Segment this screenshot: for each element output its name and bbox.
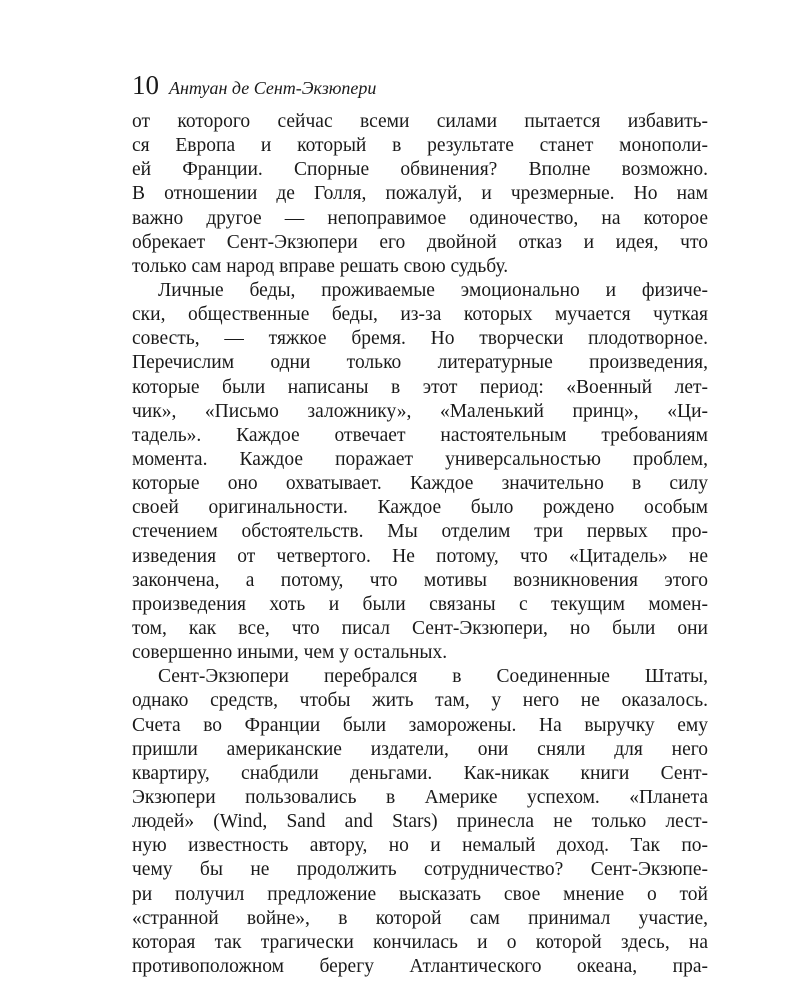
text-line: Сент-Экзюпери перебрался в Соединенные Штаты, <box>158 666 708 688</box>
text-line: изведения от четвертого. Не потому, что «Цитадель» не <box>132 545 708 567</box>
text-line: Экзюпери пользовались в Америке успехом. «Планета <box>132 786 708 808</box>
text-line: которые оно охватывает. Каждое значительно в силу <box>132 473 708 495</box>
text-line: квартиру, снабдили деньгами. Как-никак книги Сент- <box>132 762 708 784</box>
text-line: пришли американские издатели, они сняли для него <box>132 738 708 760</box>
text-line: от которого сейчас всеми силами пытается избавить- <box>132 111 708 132</box>
text-line: своей оригинальности. Каждое было рождено особым <box>132 497 708 519</box>
body-text <box>132 110 708 979</box>
text-line: только сам народ вправе решать свою судьбу. <box>132 255 509 277</box>
text-line: которые были написаны в этот период: «Военный лет- <box>132 376 708 398</box>
text-line: В отношении де Голля, пожалуй, и чрезмерные. Но нам <box>132 183 708 205</box>
text-line: которая так трагически кончилась и о которой здесь, на <box>132 931 708 953</box>
paragraph-1 <box>132 110 708 279</box>
text-line: Перечислим одни только литературные произведения, <box>132 352 708 374</box>
text-line: том, как все, что писал Сент-Экзюпери, но были они <box>132 617 708 639</box>
text-line: ри получил предложение высказать свое мнение о той <box>132 883 708 905</box>
running-header <box>132 68 712 102</box>
text-line: Счета во Франции были заморожены. На выручку ему <box>132 714 708 736</box>
text-line: ски, общественные беды, из-за которых мучается чуткая <box>132 304 708 326</box>
text-line: совершенно иными, чем у остальных. <box>132 642 448 664</box>
text-line: людей» (Wind, Sand and Stars) принесла не только лест- <box>132 811 708 833</box>
text-line: ся Европа и который в результате станет монополи- <box>132 135 708 157</box>
text-line: момента. Каждое поражает универсальностью проблем, <box>132 448 708 470</box>
text-line: однако средств, чтобы жить там, у него не оказалось. <box>132 690 708 712</box>
text-line: обрекает Сент-Экзюпери его двойной отказ и идея, что <box>132 231 708 253</box>
text-line: чик», «Письмо заложнику», «Маленький принц», «Ци- <box>132 400 708 422</box>
text-line: стечением обстоятельств. Мы отделим три первых про- <box>132 521 708 543</box>
text-line: закончена, а потому, что мотивы возникновения этого <box>132 569 708 591</box>
text-line: «странной войне», в которой сам принимал участие, <box>132 907 708 929</box>
text-line: ей Франции. Спорные обвинения? Вполне возможно. <box>132 159 708 181</box>
text-line: ную известность автору, но и немалый доход. Так по- <box>132 835 708 857</box>
text-line: совесть, — тяжкое бремя. Но творчески плодотворное. <box>132 328 708 350</box>
paragraph-2 <box>132 279 708 665</box>
page-number: 10 <box>132 70 159 100</box>
text-line: произведения хоть и были связаны с текущим момен- <box>132 593 708 615</box>
text-line: чему бы не продолжить сотрудничество? Сент-Экзюпе- <box>132 859 708 881</box>
text-line: тадель». Каждое отвечает настоятельным требованиям <box>132 424 708 446</box>
text-line: Личные беды, проживаемые эмоционально и физиче- <box>158 279 708 301</box>
text-line: противоположном берегу Атлантического океана, пра- <box>132 955 708 977</box>
text-line: важно другое — непоправимое одиночество, на которое <box>132 207 708 229</box>
paragraph-3 <box>132 665 708 979</box>
running-header-author: Антуан де Сент-Экзюпери <box>169 78 377 98</box>
